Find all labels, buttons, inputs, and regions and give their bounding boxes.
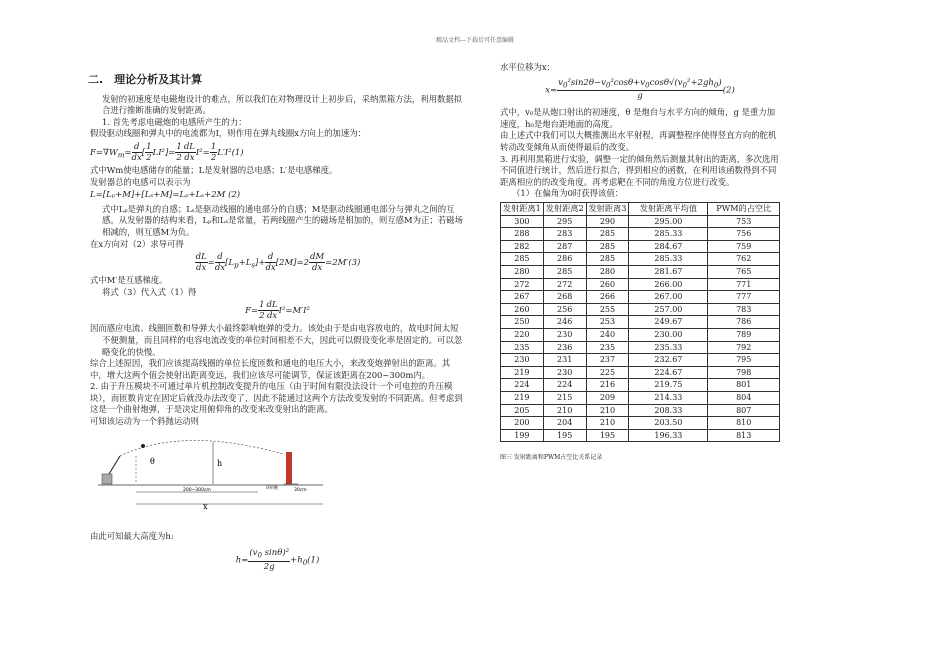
height-label: h: [217, 458, 223, 468]
table-cell: 255: [586, 303, 629, 316]
table-header-cell: PWM的占空比: [708, 203, 780, 216]
table-cell: 219.75: [629, 379, 708, 392]
table-row: [501, 228, 780, 241]
table-row: [501, 417, 780, 430]
table-cell: 220: [501, 328, 544, 341]
definition-2: 发射器总的电感可以表示为: [90, 176, 191, 187]
table-row: [501, 354, 780, 367]
table-cell: 765: [708, 266, 780, 279]
table-cell: 200: [501, 417, 544, 430]
equation-5: h= $\frac{(v_0 \sin\theta)^2}{2g}$ $+h_0(1)$: [235, 548, 320, 572]
table-cell: 285: [501, 253, 544, 266]
table-cell: 807: [708, 404, 780, 417]
paragraph-2: 因而感应电流、线圈匝数和导弹大小最终影响炮弹的受力。该处由于是由电容放电的，故电时间太短不便测量，而且同样的电容电流改变的单位时间相差不大，因此可以假设变化率是固定的。可以忽略变化的快慢。: [90, 323, 463, 357]
table-header-cell: 发射距离2: [543, 203, 586, 216]
table-cell: 810: [708, 417, 780, 430]
definition-7: 式中，v₀是从炮口射出的初速度，θ 是炮台与水平方向的倾角，g 是重力加速度，h₀是炮台距地面的高度。: [500, 107, 776, 129]
table-cell: 210: [586, 404, 629, 417]
table-cell: 284.67: [629, 240, 708, 253]
table-cell: 285: [586, 240, 629, 253]
table-cell: 257.00: [629, 303, 708, 316]
table-cell: 235: [501, 341, 544, 354]
table-cell: 813: [708, 429, 780, 442]
right-column: [500, 62, 780, 464]
table-cell: 260: [501, 303, 544, 316]
item-1-text: 假设驱动线圈和弹丸中的电流都为I，则作用在弹丸线圈x方向上的加速为：: [90, 128, 367, 139]
item-1: 1. 首先考虑电磁炮的电感所产生的力：: [102, 116, 247, 127]
table-cell: 196.33: [629, 429, 708, 442]
table-cell: 216: [586, 379, 629, 392]
table-cell: 272: [501, 278, 544, 291]
table-cell: 208.33: [629, 404, 708, 417]
table-cell: 231: [543, 354, 586, 367]
table-cell: 235.33: [629, 341, 708, 354]
table-row: [501, 366, 780, 379]
table-caption: 图三 发射距离和PWM占空比关系记录: [500, 454, 603, 462]
table-cell: 762: [708, 253, 780, 266]
table-cell: 235: [586, 341, 629, 354]
left-column: [90, 72, 465, 574]
table-row: [501, 341, 780, 354]
table-cell: 215: [543, 391, 586, 404]
table-cell: 210: [586, 417, 629, 430]
table-cell: 268: [543, 291, 586, 304]
table-cell: 250: [501, 316, 544, 329]
table-cell: 281.67: [629, 266, 708, 279]
equation-2: L=[Lₚ+M]+[Lₛ+M]=Lₚ+Lₛ+2M (2): [90, 190, 241, 201]
table-row: [501, 240, 780, 253]
table-cell: 300: [501, 215, 544, 228]
definition-1: 式中Wm使电感储存的能量；L是发射器的总电感；L′是电感梯度。: [90, 164, 338, 175]
x-label: x: [203, 501, 208, 509]
table-cell: 280: [501, 266, 544, 279]
table-header-cell: 发射距离平均值: [629, 203, 708, 216]
theta-label: θ: [150, 456, 155, 466]
table-cell: 214.33: [629, 391, 708, 404]
table-row: [501, 316, 780, 329]
table-cell: 285: [543, 266, 586, 279]
table-cell: 789: [708, 328, 780, 341]
table-row: [501, 379, 780, 392]
table-row: [501, 278, 780, 291]
table-cell: 285: [586, 228, 629, 241]
table-cell: 282: [501, 240, 544, 253]
table-header-row: [501, 203, 780, 216]
table-cell: 283: [543, 228, 586, 241]
projectile-diagram-svg: [98, 434, 328, 509]
table-cell: 225: [586, 366, 629, 379]
equation-6: x= $\frac{v_0^2\sin 2\theta-v_0^2\cos\theta+v_0\cos\theta√(v_0^2+2gh_0)}{g}$ (2): [545, 77, 735, 102]
table-header-cell: 发射距离1: [501, 203, 544, 216]
paragraph-4: 2. 由于升压模块不可通过单片机控制改变提升的电压（由于时间有限没法设计一个可电控的升压模块），而匝数肯定在固定后就没办法改变了，因此不能通过这两个方法改变发射的不同距离。但考虑到这是一个曲射炮弹，于是决定用俯仰角的改变来改变射出的距离。: [90, 381, 463, 415]
table-cell: 236: [543, 341, 586, 354]
table-cell: 267: [501, 291, 544, 304]
equation-4: F= $\frac{1}{2}$ $\frac{dL}{dx}$ I²=M′I²: [245, 300, 310, 322]
table-cell: 224: [501, 379, 544, 392]
table-row: [501, 253, 780, 266]
table-cell: 230: [543, 328, 586, 341]
table-cell: 219: [501, 391, 544, 404]
table-cell: 771: [708, 278, 780, 291]
table-row: [501, 303, 780, 316]
definition-3: 式中Lₚ是弹丸的自感；Lₛ是驱动线圈的通电部分的自感；M是驱动线圈通电部分与弹丸之间的互感。从发射器的结构来看，Lₚ和Lₛ是常量，若两线圈产生的磁场是相加的，则互感M为正；若磁场相减的，则互感M为负。: [102, 203, 463, 237]
table-cell: 224: [543, 379, 586, 392]
table-cell: 260: [586, 278, 629, 291]
table-cell: 199: [501, 429, 544, 442]
page-header: 精品文档---下载后可任意编辑: [435, 37, 515, 44]
table-cell: 266: [586, 291, 629, 304]
table-cell: 756: [708, 228, 780, 241]
table-cell: 295: [543, 215, 586, 228]
table-row: [501, 291, 780, 304]
projectile-diagram: [98, 434, 328, 509]
table-cell: 219: [501, 366, 544, 379]
equation-3: $\frac{dL}{dx}$ = $\frac{d}{dx}$ $[L_p+L_s]+$ $\frac{d}{dx}$ [2M]=2 $\frac{dM}{dx}$ =2M′(3): [195, 252, 361, 274]
definition-4: 在x方向对（2）求导可得: [90, 238, 184, 249]
table-cell: 285: [586, 253, 629, 266]
table-cell: 195: [543, 429, 586, 442]
table-cell: 753: [708, 215, 780, 228]
paragraph-8: 3. 再利用黑箱进行实验，调整一定的倾角然后测量其射出的距离，多次选用不同值进行统计，然后进行拟合，得到相应的函数，在利用该函数得到不同距离相应的的改变角度。再考虑靶在不同的角度方位进行改变。: [500, 153, 779, 187]
paragraph-5: 可知该运动为一个斜抛运动则: [90, 416, 199, 427]
table-cell: 786: [708, 316, 780, 329]
table-cell: 286: [543, 253, 586, 266]
table-cell: 210: [543, 404, 586, 417]
table-cell: 792: [708, 341, 780, 354]
table-cell: 230.00: [629, 328, 708, 341]
table-cell: 290: [586, 215, 629, 228]
table-cell: 203.50: [629, 417, 708, 430]
distance-pwm-table: [500, 202, 780, 442]
equation-1: $F=\nabla W_m=$ $\frac{d}{dx}$ [ $\frac{1}{2}$ LI²]= $\frac{1}{2}$ $\frac{dL}{dx}$ I²= $\frac{1}{2}$ L′I²(1): [90, 141, 244, 163]
table-cell: 783: [708, 303, 780, 316]
target-label: 环形靶: [266, 484, 278, 490]
table-body: [501, 215, 780, 442]
table-cell: 295.00: [629, 215, 708, 228]
table-cell: 795: [708, 354, 780, 367]
sub-heading-1: （1）在偏角为0时获得该值：: [512, 188, 624, 199]
table-cell: 237: [586, 354, 629, 367]
table-cell: 288: [501, 228, 544, 241]
table-row: [501, 328, 780, 341]
table-cell: 224.67: [629, 366, 708, 379]
table-cell: 272: [543, 278, 586, 291]
paragraph-6: 由此可知最大高度为h:: [90, 530, 174, 541]
table-row: [501, 429, 780, 442]
table-cell: 209: [586, 391, 629, 404]
table-cell: 240: [586, 328, 629, 341]
table-cell: 798: [708, 366, 780, 379]
table-cell: 777: [708, 291, 780, 304]
table-cell: 230: [501, 354, 544, 367]
table-cell: 804: [708, 391, 780, 404]
table-cell: 230: [543, 366, 586, 379]
table-cell: 232.67: [629, 354, 708, 367]
table-cell: 759: [708, 240, 780, 253]
table-cell: 205: [501, 404, 544, 417]
table-cell: 267.00: [629, 291, 708, 304]
table-header-cell: 发射距离3: [586, 203, 629, 216]
definition-6: 将式（3）代入式（1）得: [102, 286, 197, 297]
table-cell: 287: [543, 240, 586, 253]
table-cell: 285.33: [629, 228, 708, 241]
definition-5: 式中M′是互感梯度。: [90, 275, 168, 286]
table-cell: 285.33: [629, 253, 708, 266]
section-title: 二. 理论分析及其计算: [88, 73, 203, 86]
table-row: [501, 391, 780, 404]
table-cell: 246: [543, 316, 586, 329]
table-cell: 253: [586, 316, 629, 329]
table-row: [501, 266, 780, 279]
table-cell: 195: [586, 429, 629, 442]
table-cell: 256: [543, 303, 586, 316]
table-cell: 801: [708, 379, 780, 392]
table-row: [501, 404, 780, 417]
distance-label: 200~300cm: [183, 487, 211, 493]
table-cell: 280: [586, 266, 629, 279]
right-title: 水平位移为x：: [500, 62, 555, 72]
table-row: [501, 215, 780, 228]
intro-paragraph: 发射的初速度是电磁炮设计的难点，所以我们在对物理设计上初步后，采纳黑箱方法，利用数据拟合进行推断准确的发射距离。: [102, 93, 463, 116]
table-cell: 204: [543, 417, 586, 430]
table-cell: 249.67: [629, 316, 708, 329]
small-distance-label: 30cm: [294, 487, 307, 493]
paragraph-7: 由上述式中我们可以大概推测出水平射程，再调整程序使得竖直方向的舵机转动改变倾角从而使得最后的改变。: [500, 130, 777, 153]
paragraph-3: 综合上述原因，我们应该提高线圈的单位长度匝数和通电的电压大小，来改变炮弹射出的距离。其中，增大这两个值会使射出距离变远，我们应该尽可能调节，保证该距离在200~300m内。: [90, 358, 451, 380]
table-cell: 266.00: [629, 278, 708, 291]
